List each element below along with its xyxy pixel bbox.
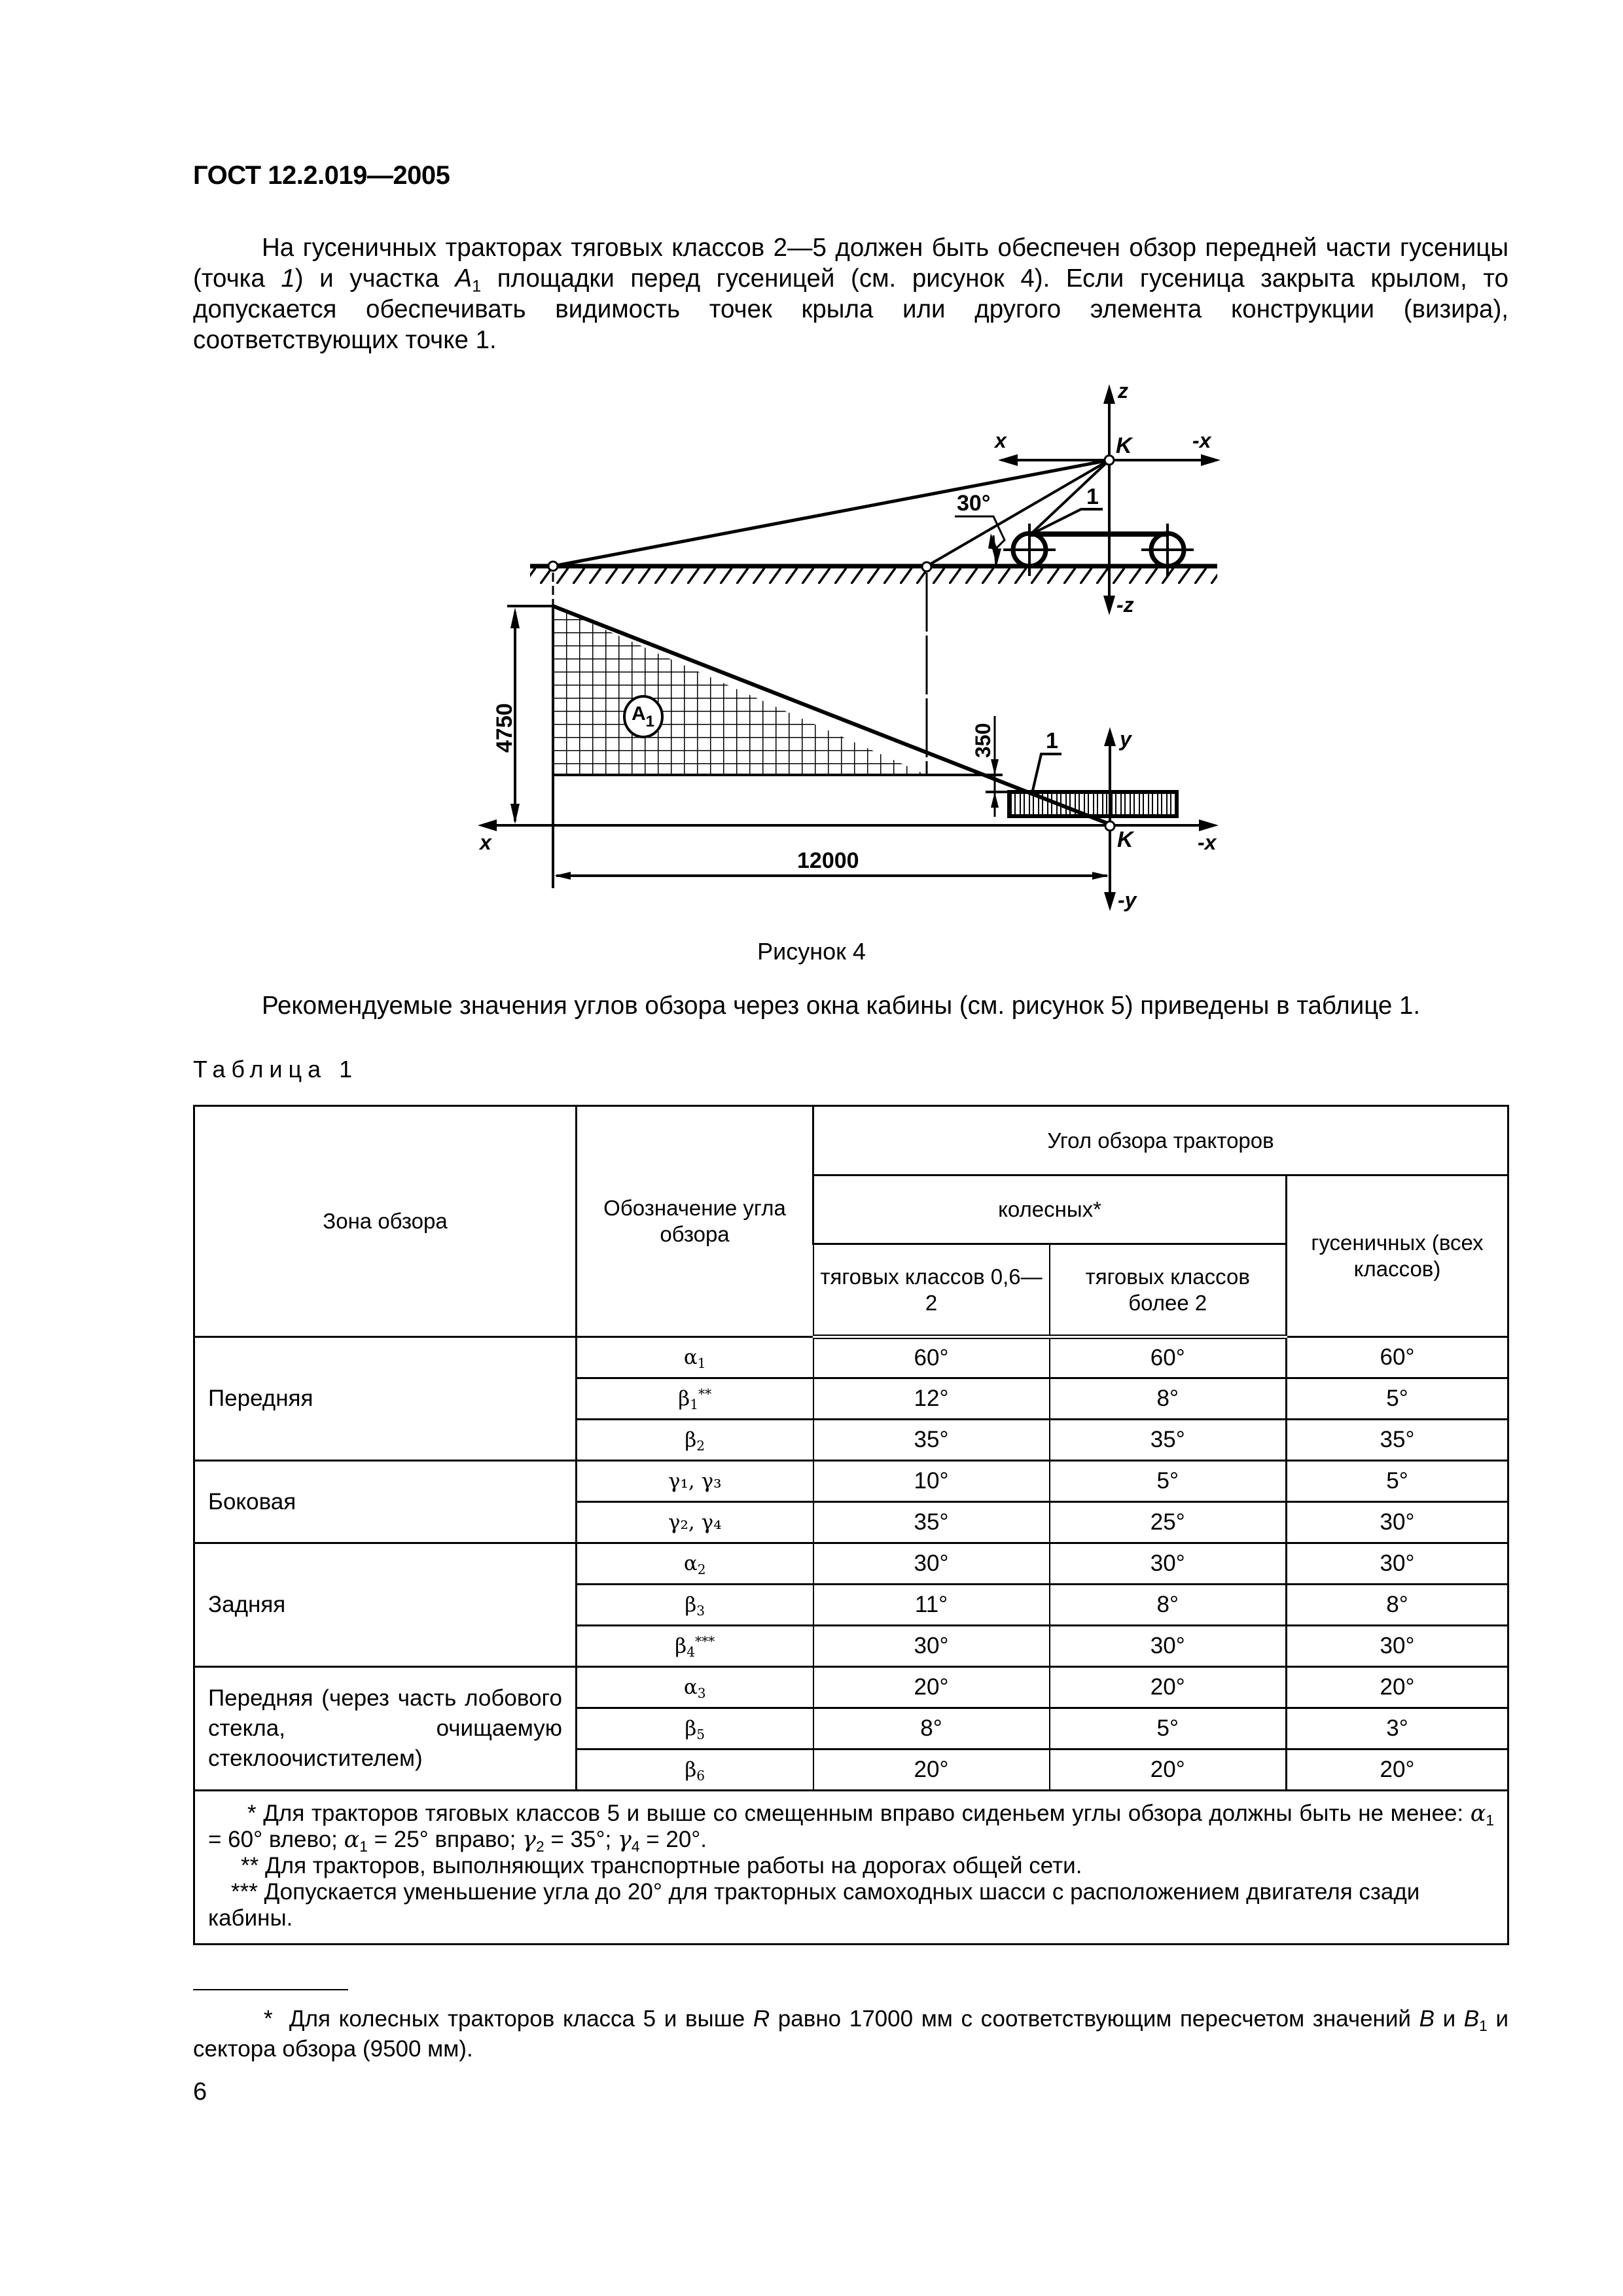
- zone-cell: Задняя: [194, 1543, 577, 1667]
- point-k-bottom: [1105, 821, 1115, 831]
- table-row: [194, 1667, 1508, 1708]
- angle-symbol-cell: $\beta_2$: [577, 1420, 813, 1461]
- label-k-bottom: K: [1117, 827, 1133, 852]
- label-dim-length: 12000: [797, 848, 859, 873]
- angle-value-tracked: 30°: [1287, 1626, 1508, 1667]
- angle-value-tracked: 20°: [1287, 1749, 1508, 1791]
- angle-value-wheeled-high: 30°: [1050, 1543, 1287, 1585]
- label-minus-x-bottom: -x: [1198, 831, 1217, 854]
- angle-value-wheeled-low: 60°: [813, 1337, 1050, 1378]
- area-symbol: A: [455, 264, 473, 293]
- angle-value-tracked: 35°: [1287, 1420, 1508, 1461]
- zone-cell: Передняя (через часть лобового стекла, очищаемую стеклоочистителем): [194, 1667, 577, 1791]
- table-note-2: ** Для тракторов, выполняющих транспортные работы на дорогах общей сети.: [241, 1853, 1082, 1878]
- label-x-bottom: x: [480, 831, 491, 854]
- angle-symbol-cell: γ₂, γ₄: [577, 1502, 813, 1543]
- angle-value-wheeled-low: 35°: [813, 1420, 1050, 1461]
- angle-symbol-cell: γ₁, γ₃: [577, 1461, 813, 1502]
- table-notes: [194, 1791, 1508, 1945]
- intro-paragraph: На гусеничных тракторах тяговых классов 2—5 должен быть обеспечен обзор передней части гусеницы (точка 1) и участка $A_1$ площадки перед гусеницей (см. рисунок 4). Если гусеница закрыта крылом, то допускается обеспечивать видимость точек крыла или другого элемента конструкции (визира), соответствующих точке 1.: [193, 234, 1508, 354]
- document-header: ГОСТ 12.2.019—2005: [193, 161, 450, 190]
- zone-cell: Передняя: [194, 1337, 577, 1461]
- angle-value-wheeled-low: 11°: [813, 1585, 1050, 1626]
- angle-value-wheeled-high: 20°: [1050, 1667, 1287, 1708]
- angle-symbol-cell: $\alpha_1$: [577, 1337, 813, 1378]
- x-axis-top: [697, 454, 1221, 466]
- label-k-top: K: [1116, 433, 1132, 458]
- table-intro-paragraph: Рекомендуемые значения углов обзора через окна кабины (см. рисунок 5) приведены в таблице 1.: [262, 992, 1421, 1020]
- point-k-top: [1105, 456, 1114, 465]
- figure-4-diagram: [0, 0, 1623, 929]
- angle-value-tracked: 8°: [1287, 1585, 1508, 1626]
- angle-symbol-cell: $\alpha_3$: [577, 1667, 813, 1708]
- header-class-low: тяговых классов 0,6—2: [813, 1244, 1050, 1337]
- y-axis: [1104, 727, 1116, 911]
- label-minus-x-top: -x: [1192, 429, 1211, 452]
- angle-value-wheeled-high: 30°: [1050, 1626, 1287, 1667]
- header-wheeled: колесных*: [813, 1175, 1287, 1244]
- header-zone: Зона обзора: [194, 1106, 577, 1337]
- angle-value-wheeled-high: 25°: [1050, 1502, 1287, 1543]
- angle-value-tracked: 30°: [1287, 1502, 1508, 1543]
- angle-symbol-cell: $\alpha_2$: [577, 1543, 813, 1585]
- angle-value-tracked: 5°: [1287, 1461, 1508, 1502]
- angle-symbol-cell: $\beta_6$: [577, 1749, 813, 1791]
- angle-value-tracked: 30°: [1287, 1543, 1508, 1585]
- angle-symbol-cell: $\beta_5$: [577, 1708, 813, 1749]
- angle-value-wheeled-low: 20°: [813, 1749, 1050, 1791]
- header-tractor-angle: Угол обзора тракторов: [813, 1106, 1508, 1175]
- label-x-top: x: [995, 429, 1007, 452]
- point-marker-left: [548, 562, 558, 571]
- area-a1: [553, 606, 1113, 888]
- footnote-separator: [193, 1989, 348, 1990]
- label-minus-z: -z: [1116, 593, 1134, 617]
- angle-value-wheeled-low: 30°: [813, 1626, 1050, 1667]
- page-number: 6: [193, 2078, 207, 2106]
- point-ref: 1: [281, 264, 295, 293]
- table-row: [194, 1543, 1508, 1585]
- label-area: $A_1$: [632, 703, 655, 730]
- table-row: [194, 1337, 1508, 1378]
- angle-value-wheeled-low: 30°: [813, 1543, 1050, 1585]
- angle-value-tracked: 3°: [1287, 1708, 1508, 1749]
- label-minus-y: -y: [1118, 888, 1137, 912]
- angle-symbol-cell: $\beta_1^{**}$: [577, 1378, 813, 1420]
- angle-value-tracked: 60°: [1287, 1337, 1508, 1378]
- track-top-view: [1009, 792, 1177, 816]
- angle-value-wheeled-high: 20°: [1050, 1749, 1287, 1791]
- angle-value-wheeled-high: 5°: [1050, 1708, 1287, 1749]
- label-dim-offset: 350: [971, 723, 995, 758]
- angle-value-wheeled-low: 8°: [813, 1708, 1050, 1749]
- label-angle: 30°: [957, 491, 991, 516]
- angle-value-wheeled-high: 5°: [1050, 1461, 1287, 1502]
- viewing-angles-table: [193, 1105, 1509, 1945]
- table-body: [194, 1337, 1508, 1791]
- table-note-3: *** Допускается уменьшение угла до 20° для тракторных самоходных шасси с расположением двигателя сзади кабины.: [208, 1879, 1420, 1931]
- angle-value-tracked: 20°: [1287, 1667, 1508, 1708]
- angle-symbol-cell: $\beta_4^{***}$: [577, 1626, 813, 1667]
- angle-value-wheeled-low: 20°: [813, 1667, 1050, 1708]
- header-tracked: гусеничных (всех классов): [1287, 1175, 1508, 1337]
- angle-value-tracked: 5°: [1287, 1378, 1508, 1420]
- label-dim-height: 4750: [492, 703, 517, 753]
- zone-cell: Боковая: [194, 1461, 577, 1543]
- angle-value-wheeled-low: 10°: [813, 1461, 1050, 1502]
- point-marker-mid: [922, 562, 931, 571]
- label-z: z: [1118, 379, 1128, 403]
- figure-caption: Рисунок 4: [757, 938, 866, 965]
- label-y: y: [1120, 727, 1132, 751]
- page-footnote: * Для колесных тракторов класса 5 и выше R равно 17000 мм с соответствующим пересчетом значений B и $B_1$ и сектора обзора (9500 мм).: [193, 2006, 1508, 2062]
- header-class-high: тяговых классов более 2: [1050, 1244, 1287, 1337]
- angle-value-wheeled-high: 35°: [1050, 1420, 1287, 1461]
- angle-value-wheeled-high: 8°: [1050, 1585, 1287, 1626]
- angle-value-wheeled-low: 12°: [813, 1378, 1050, 1420]
- table-label: Таблица 1: [193, 1056, 359, 1083]
- label-point1-bottom: 1: [1046, 728, 1058, 753]
- table-row: [194, 1461, 1508, 1502]
- ground-line: [530, 566, 1217, 584]
- table-note-1: * Для тракторов тяговых классов 5 и выше со смещенным вправо сиденьем углы обзора должны быть не менее: $\alpha_1 = 60^\circ$ влево; $\alpha_1 = 25^\circ$ вправо; $\gamma_2 = 35^\circ$; $\gamma_4 = 20^\circ$.: [208, 1801, 1495, 1855]
- angle-symbol-cell: $\beta_3$: [577, 1585, 813, 1626]
- header-angle-designation: Обозначение угла обзора: [577, 1106, 813, 1337]
- angle-value-wheeled-high: 8°: [1050, 1378, 1287, 1420]
- label-point1-top: 1: [1086, 484, 1099, 509]
- angle-value-wheeled-high: 60°: [1050, 1337, 1287, 1378]
- angle-value-wheeled-low: 35°: [813, 1502, 1050, 1543]
